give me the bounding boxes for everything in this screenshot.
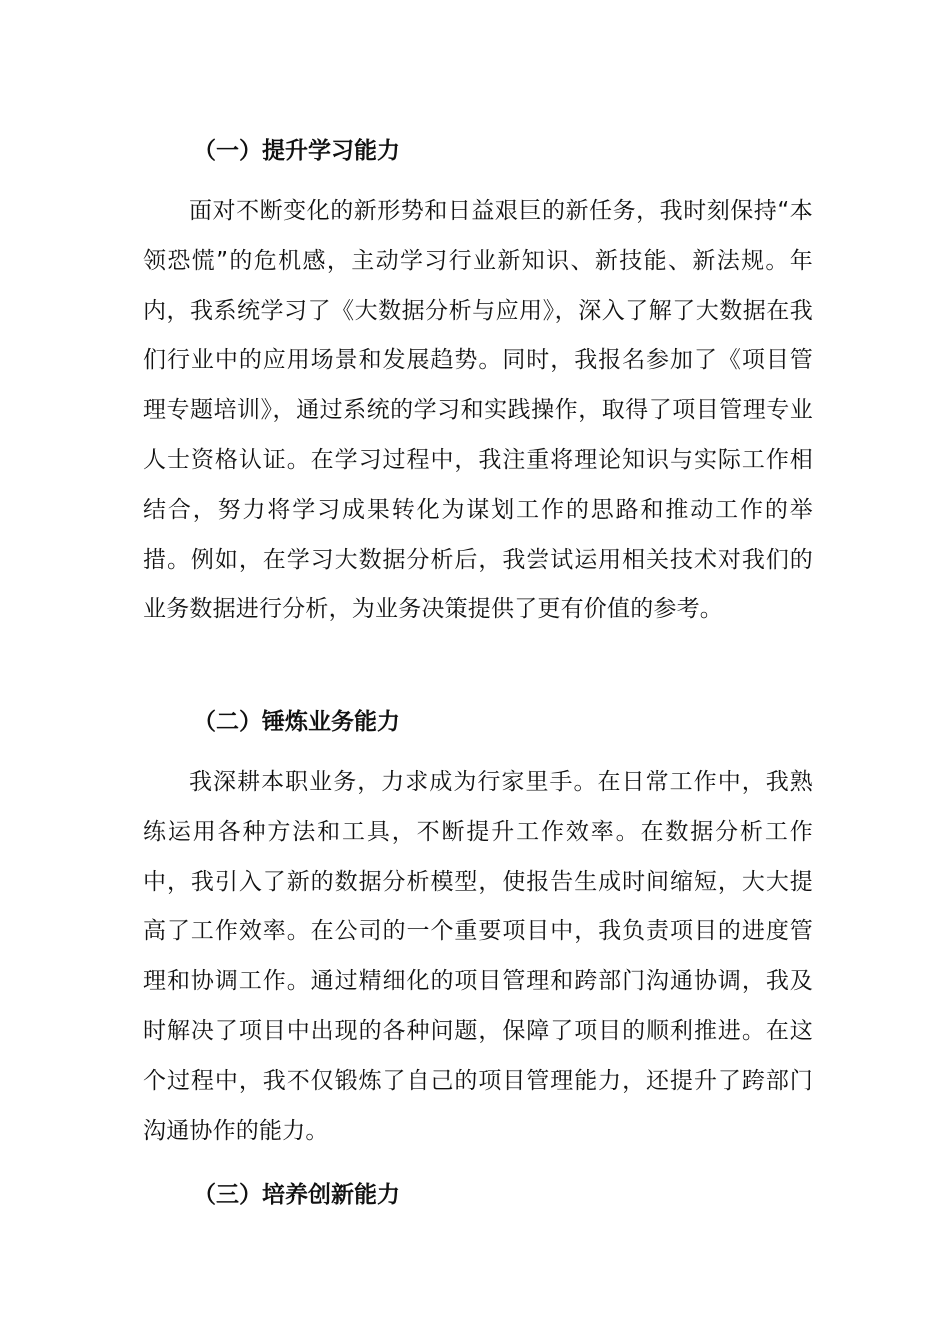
section-heading-1: （一）提升学习能力 [193, 138, 400, 164]
section-heading-2: （二）锤炼业务能力 [193, 709, 400, 735]
section-heading-3: （三）培养创新能力 [193, 1182, 400, 1208]
section-paragraph-1: 面对不断变化的新形势和日益艰巨的新任务，我时刻保持“本领恐慌”的危机感，主动学习行业新知识、新技能、新法规。年内，我系统学习了《大数据分析与应用》，深入了解了大数据在我们行业中的应用场景和发展趋势。同时，我报名参加了《项目管理专题培训》，通过系统的学习和实践操作，取得了项目管理专业人士资格认证。在学习过程中，我注重将理论知识与实际工作相结合，努力将学习成果转化为谋划工作的思路和推动工作的举措。例如，在学习大数据分析后，我尝试运用相关技术对我们的业务数据进行分析，为业务决策提供了更有价值的参考。 [143, 198, 813, 623]
section-paragraph-2: 我深耕本职业务，力求成为行家里手。在日常工作中，我熟练运用各种方法和工具，不断提升工作效率。在数据分析工作中，我引入了新的数据分析模型，使报告生成时间缩短，大大提高了工作效率。在公司的一个重要项目中，我负责项目的进度管理和协调工作。通过精细化的项目管理和跨部门沟通协调，我及时解决了项目中出现的各种问题，保障了项目的顺利推进。在这个过程中，我不仅锻炼了自己的项目管理能力，还提升了跨部门沟通协作的能力。 [143, 769, 813, 1144]
